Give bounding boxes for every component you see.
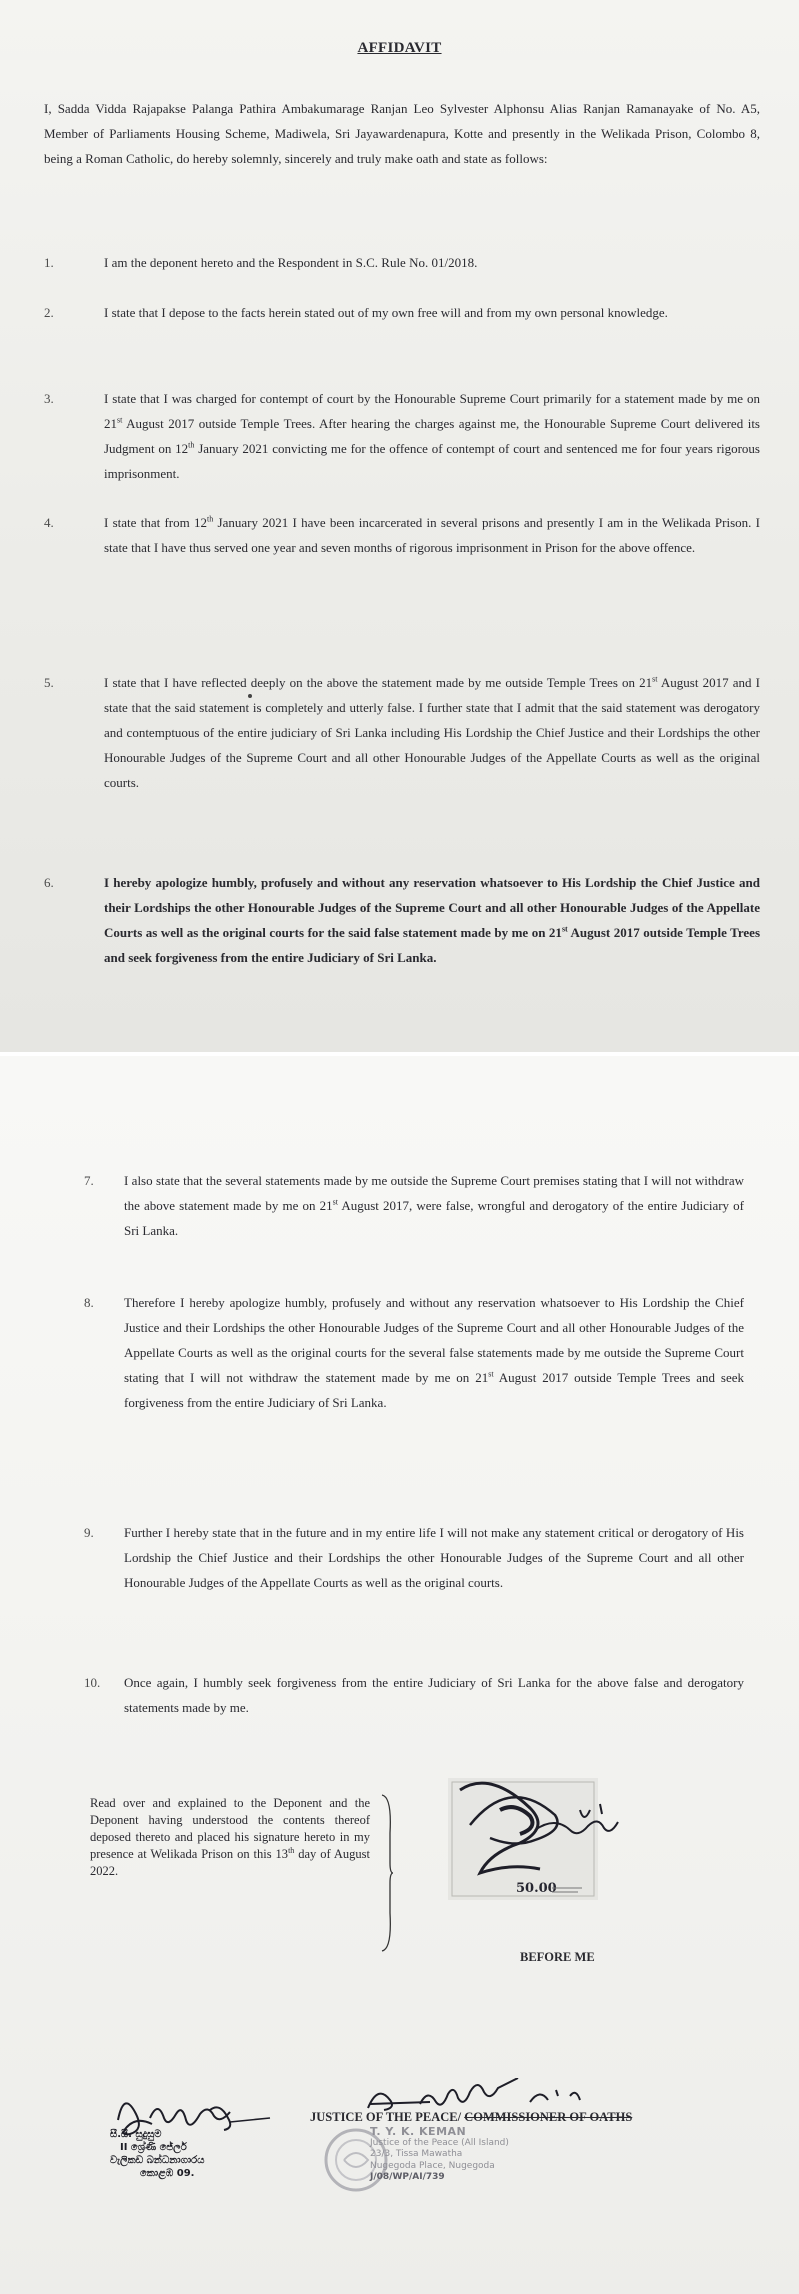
paragraph-7: 7. I also state that the several statements made by me outside the Supreme Court premises stating that I will not withdraw the above statement made by me on 21st August 2017, were false, wrongful and derogatory of the entire Judiciary of Sri Lanka. xyxy=(84,1173,744,1238)
intro-paragraph: I, Sadda Vidda Rajapakse Palanga Pathira Ambakumarage Ranjan Leo Sylvester Alphonsu Alias Ranjan Ramanayake of No. A5, Member of Parliaments Housing Scheme, Madiwela, Sri Jayawardenapura, Kotte and presently in the Welikada Prison, Colombo 8, being a Roman Catholic, do hereby solemnly, sincerely and truly make oath and state as follows: xyxy=(44,101,760,166)
paragraph-2: 2. I state that I depose to the facts herein stated out of my own free will and from my own personal knowledge. xyxy=(44,305,668,320)
deponent-signature-with-revenue-stamp xyxy=(440,1770,640,1910)
bracket-mark xyxy=(380,1793,394,1953)
paragraph-1: 1. I am the deponent hereto and the Respondent in S.C. Rule No. 01/2018. xyxy=(44,255,478,270)
paragraph-5: 5. I state that I have reflected deeply on the above the statement made by me outside Temple Trees on 21st August 2017 and I state that the said statement is completely and utterly false. I further state that I admit that the said statement was derogatory and contemptuous of the entire judiciary of Sri Lanka including His Lordship the Chief Justice and their Lordships the other Honourable Judges of the Supreme Court and all other Honourable Judges of the Appellate Courts as well as the original courts. xyxy=(44,674,760,790)
paragraph-10: 10. Once again, I humbly seek forgiveness from the entire Judiciary of Sri Lanka for the above false and derogatory statements made by me. xyxy=(84,1675,744,1715)
revenue-stamp-value: 50.00 xyxy=(516,1881,557,1896)
paragraph-6: 6. I hereby apologize humbly, profusely and without any reservation whatsoever to His Lordship the Chief Justice and their Lordships the other Honourable Judges of the Supreme Court and all other Honourable Judges of the Appellate Courts as well as the original courts for the said false statement made by me on 21st August 2017 outside Temple Trees and seek forgiveness from the entire Judiciary of Sri Lanka. xyxy=(44,875,761,965)
paragraph-8: 8. Therefore I hereby apologize humbly, profusely and without any reservation whatsoever to His Lordship the Chief Justice and their Lordships the other Honourable Judges of the Supreme Court and all other Honourable Judges of the Appellate Courts as well as the original courts for the several false statements made by me outside the Supreme Court stating that I will not withdraw the statement made by me on 21st August 2017 outside Temple Trees and seek forgiveness from the entire Judiciary of Sri Lanka. xyxy=(84,1295,744,1410)
jurat-clause: Read over and explained to the Deponent and the Deponent having understood the contents thereof deposed thereto and placed his signature hereto in my presence at Welikada Prison on this 13th day of August 2022. xyxy=(90,1796,371,1878)
document-title: AFFIDAVIT xyxy=(357,40,442,56)
paragraph-4: 4. I state that from 12th January 2021 I have been incarcerated in several prisons and presently I am in the Welikada Prison. I state that I have thus served one year and seven months of rigorous imprisonment in Prison for the above offence. xyxy=(44,514,760,555)
jailer-official-stamp: සී.සී. සුදුසුම II ශ්‍රේණි ජේලර් වැලිකඩ බන්ධනාගාරය කොළඹ 09. xyxy=(110,2129,205,2179)
paragraph-9: 9. Further I hereby state that in the future and in my entire life I will not make any statement critical or derogatory of His Lordship the Chief Justice and their Lordships the other Honourable Judges of the Supreme Court and all other Honourable Judges of the Appellate Courts as well as the original courts. xyxy=(84,1525,744,1590)
jp-official-stamp: T. Y. K. KEMAN Justice of the Peace (All Island) 23/3, Tissa Mawatha Nugegoda Place, Nugegoda J/08/WP/AI/739 xyxy=(370,2125,509,2182)
jp-commissioner-line: JUSTICE OF THE PEACE/ COMMISSIONER OF OATHS xyxy=(310,2110,633,2124)
paragraph-3: 3. I state that I was charged for contempt of court by the Honourable Supreme Court primarily for a statement made by me on 21st August 2017 outside Temple Trees. After hearing the charges against me, the Honourable Supreme Court delivered its Judgment on 12th January 2021 convicting me for the offence of contempt of court and sentenced me for four years rigorous imprisonment. xyxy=(44,391,760,481)
affidavit-page-1 xyxy=(0,0,799,1052)
before-me-label: BEFORE ME xyxy=(520,1950,595,1964)
